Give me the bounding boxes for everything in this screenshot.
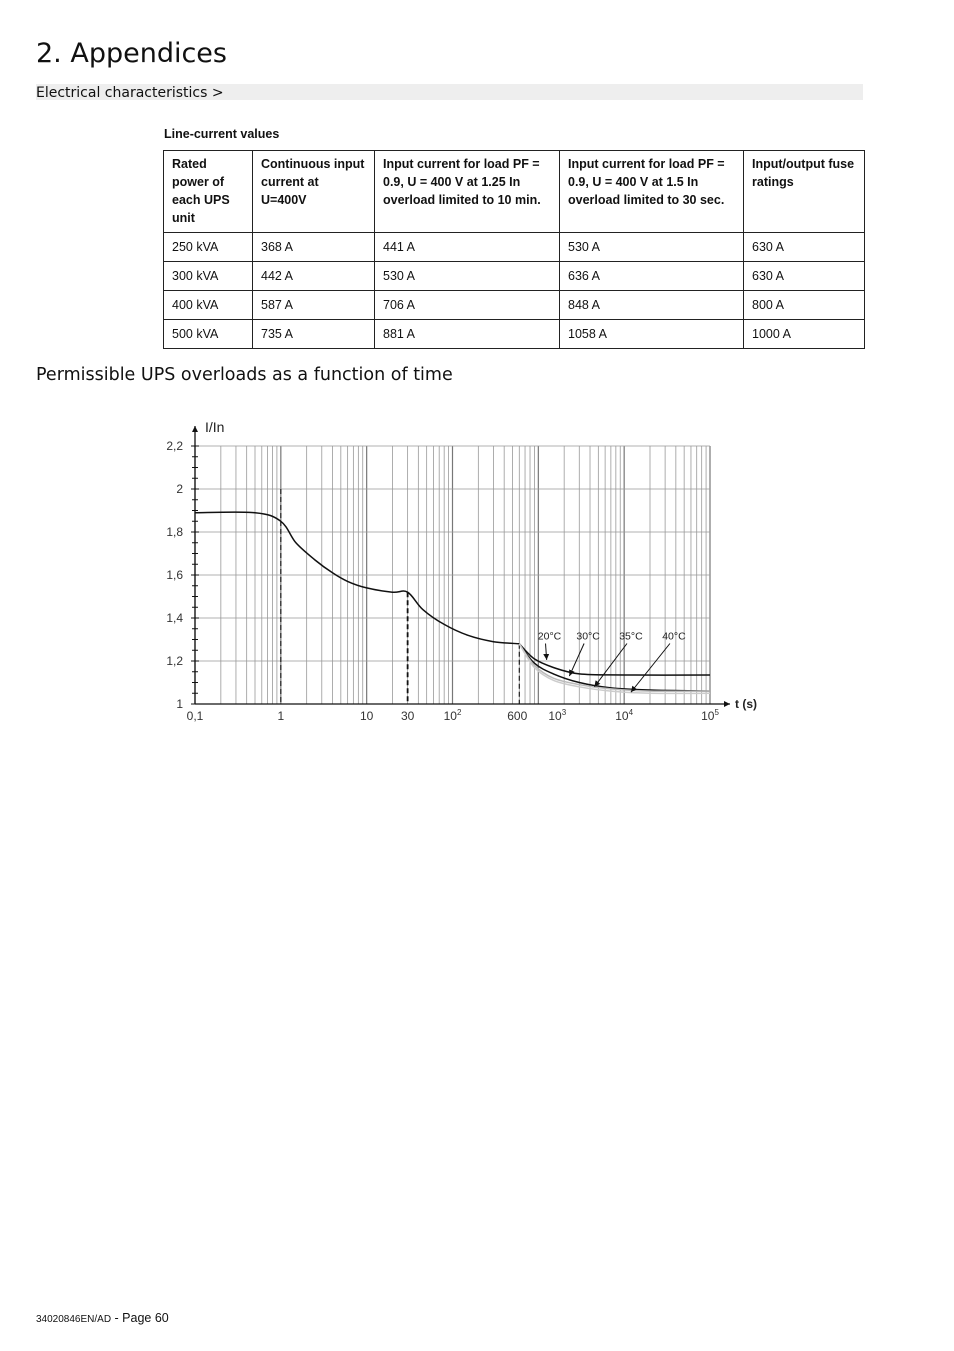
y-tick-label: 1,4 — [166, 611, 183, 625]
series-annotation-label: 40°C — [662, 630, 686, 643]
table-cell: 881 A — [375, 320, 560, 349]
x-tick-label: $10^3$ — [548, 708, 567, 723]
page-footer — [36, 1311, 169, 1325]
series-line-40c — [519, 644, 710, 694]
table-row — [164, 262, 865, 291]
table-cell: 800 A — [744, 291, 865, 320]
y-axis-label: I/In — [205, 419, 225, 435]
column-header: Input current for load PF = 0.9, U = 400 V at 1.5 In overload limited to 30 sec. — [560, 151, 744, 233]
table-cell: 368 A — [253, 233, 375, 262]
table-cell: 442 A — [253, 262, 375, 291]
table-row — [164, 291, 865, 320]
x-tick-label: 1 — [277, 709, 285, 723]
document-id: 34020846EN/AD — [36, 1314, 112, 1325]
series-annotation-label: 30°C — [576, 630, 600, 643]
x-tick-label: 600 — [507, 709, 528, 723]
table-cell: 848 A — [560, 291, 744, 320]
series-line-30c — [519, 644, 710, 691]
y-tick-label: 2 — [176, 482, 183, 496]
x-tick-label: $10^4$ — [615, 708, 634, 723]
series-line-35c — [519, 644, 710, 691]
x-tick-label: 10 — [359, 709, 374, 723]
page-title: 2. Appendices — [36, 38, 227, 69]
table-cell: 630 A — [744, 233, 865, 262]
y-tick-label: 1,6 — [166, 568, 183, 582]
column-header: Input current for load PF = 0.9, U = 400 V at 1.25 In overload limited to 10 min. — [375, 151, 560, 233]
breadcrumb-text: Electrical characteristics > — [36, 85, 224, 101]
overload-chart — [150, 410, 790, 740]
table-cell: 500 kVA — [164, 320, 253, 349]
breadcrumb — [36, 84, 863, 100]
section-title: Permissible UPS overloads as a function of time — [36, 365, 453, 385]
line-current-table — [163, 150, 865, 349]
table-cell: 300 kVA — [164, 262, 253, 291]
annotation-arrow — [631, 644, 670, 693]
series-annotation-label: 35°C — [619, 630, 643, 643]
table-row — [164, 320, 865, 349]
x-tick-label: $10^2$ — [443, 708, 462, 723]
x-axis-label: t (s) — [735, 697, 757, 711]
annotation-arrow — [546, 644, 547, 660]
x-tick-label: 30 — [400, 709, 415, 723]
table-cell: 530 A — [560, 233, 744, 262]
annotation-arrow — [569, 644, 584, 677]
table-cell: 630 A — [744, 262, 865, 291]
y-tick-label: 1 — [176, 697, 183, 711]
table-cell: 530 A — [375, 262, 560, 291]
table-cell: 735 A — [253, 320, 375, 349]
table-cell: 636 A — [560, 262, 744, 291]
table-cell: 441 A — [375, 233, 560, 262]
table-cell: 400 kVA — [164, 291, 253, 320]
table-header-row — [164, 151, 865, 233]
table-cell: 1058 A — [560, 320, 744, 349]
table-row — [164, 233, 865, 262]
series-annotation-label: 20°C — [537, 630, 562, 643]
x-tick-label: 0,1 — [186, 709, 204, 723]
column-header: Input/output fuse ratings — [744, 151, 865, 233]
column-header: Continuous input current at U=400V — [253, 151, 375, 233]
table-caption: Line-current values — [164, 127, 280, 141]
table-cell: 587 A — [253, 291, 375, 320]
table-cell: 706 A — [375, 291, 560, 320]
page-number: - Page 60 — [111, 1311, 169, 1325]
table-cell: 1000 A — [744, 320, 865, 349]
column-header: Rated power of each UPS unit — [164, 151, 253, 233]
table-cell: 250 kVA — [164, 233, 253, 262]
y-tick-label: 2,2 — [166, 439, 183, 453]
x-tick-label: $10^5$ — [701, 708, 719, 723]
y-tick-label: 1,8 — [166, 525, 183, 539]
y-tick-label: 1,2 — [166, 654, 183, 668]
